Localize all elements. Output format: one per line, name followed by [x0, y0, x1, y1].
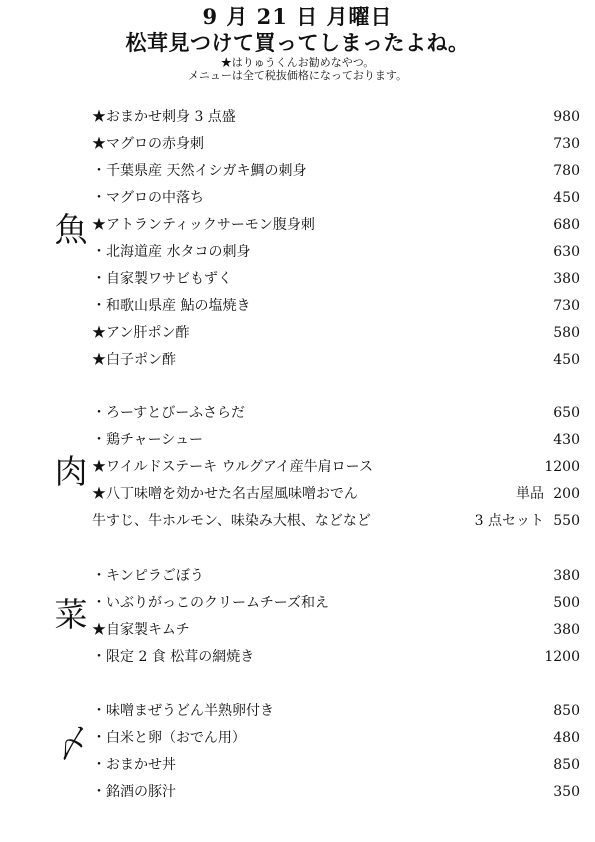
- menu-item: [92, 779, 580, 805]
- menu-item: [92, 212, 580, 238]
- menu-item: [92, 104, 580, 130]
- item-name: ・おまかせ丼: [92, 757, 176, 773]
- item-name: ★白子ポン酢: [92, 352, 176, 368]
- item-price: 480: [553, 730, 580, 746]
- item-name: ★アン肝ポン酢: [92, 325, 190, 341]
- item-price: 850: [553, 703, 580, 719]
- menu-item: [92, 185, 580, 211]
- item-price: 680: [553, 217, 580, 233]
- meat-section-label: 肉: [54, 452, 88, 491]
- item-price: 380: [553, 271, 580, 287]
- item-name: ・マグロの中落ち: [92, 190, 204, 206]
- item-name: ・白米と卵（おでん用）: [92, 730, 246, 746]
- item-name: ★アトランティックサーモン腹身刺: [92, 217, 315, 233]
- item-price: 550: [553, 513, 580, 529]
- item-price: 1200: [544, 459, 580, 475]
- item-name: ・ろーすとびーふさらだ: [92, 405, 246, 421]
- item-name: ・銘酒の豚汁: [92, 784, 176, 800]
- menu-item: [92, 400, 580, 426]
- vegetable-section-label: 菜: [54, 595, 88, 634]
- item-price: 450: [553, 352, 580, 368]
- item-price: 450: [553, 190, 580, 206]
- menu-item: [92, 131, 580, 157]
- date-line: 9 月 21 日 月曜日: [202, 4, 393, 29]
- item-price: 980: [553, 109, 580, 125]
- menu-item: [92, 698, 580, 724]
- item-price: 580: [553, 325, 580, 341]
- menu-item: [92, 644, 580, 670]
- item-name: ・キンピラごぼう: [92, 568, 204, 584]
- item-price: 500: [553, 595, 580, 611]
- item-price: 430: [553, 432, 580, 448]
- menu-item: [92, 481, 580, 507]
- menu-item: [92, 158, 580, 184]
- menu-item: [92, 320, 580, 346]
- menu-item: [92, 239, 580, 265]
- item-price: 200: [553, 486, 580, 502]
- item-note: 3 点セット: [474, 513, 544, 529]
- menu-item: [92, 454, 580, 480]
- menu-header: [0, 4, 595, 82]
- menu-item: [92, 347, 580, 373]
- item-name: ・いぶりがっこのクリームチーズ和え: [92, 595, 330, 611]
- item-name: ・北海道産 水タコの刺身: [92, 244, 251, 260]
- item-name: ・千葉県産 天然イシガキ鯛の刺身: [92, 163, 307, 179]
- item-name: ★八丁味噌を効かせた名古屋風味噌おでん: [92, 486, 358, 502]
- item-name: 牛すじ、牛ホルモン、味染み大根、などなど: [92, 513, 371, 529]
- item-price: 1200: [544, 649, 580, 665]
- menu-item: [92, 725, 580, 751]
- menu-item: [92, 617, 580, 643]
- menu-item: [92, 427, 580, 453]
- item-price: 850: [553, 757, 580, 773]
- item-name: ★自家製キムチ: [92, 622, 190, 638]
- recommendation-note: ★はりゅうくんお勧めなやつ。: [220, 56, 375, 69]
- menu-item: [92, 293, 580, 319]
- menu-item: [92, 266, 580, 292]
- tax-note: メニューは全て税抜価格になっております。: [187, 69, 408, 82]
- menu-item: [92, 752, 580, 778]
- headline: 松茸見つけて買ってしまったよね。: [125, 30, 470, 55]
- item-name: ・味噌まぜうどん半熟卵付き: [92, 703, 274, 719]
- item-note: 単品: [516, 486, 544, 502]
- item-name: ・鶏チャーシュー: [92, 432, 204, 448]
- shime-section-label: 〆: [50, 723, 91, 768]
- item-price: 730: [553, 136, 580, 152]
- item-name: ★おまかせ刺身 3 点盛: [92, 109, 236, 125]
- item-price: 380: [553, 568, 580, 584]
- item-price: 780: [553, 163, 580, 179]
- item-price: 730: [553, 298, 580, 314]
- item-name: ・自家製ワサビもずく: [92, 271, 232, 287]
- item-name: ・限定 2 食 松茸の網焼き: [92, 649, 255, 665]
- menu-item: [92, 590, 580, 616]
- item-price: 350: [553, 784, 580, 800]
- item-name: ★ワイルドステーキ ウルグアイ産牛肩ロース: [92, 459, 373, 475]
- fish-section-label: 魚: [54, 210, 88, 249]
- item-price: 380: [553, 622, 580, 638]
- item-name: ★マグロの赤身刺: [92, 136, 204, 152]
- item-price: 630: [553, 244, 580, 260]
- item-price: 650: [553, 405, 580, 421]
- menu-item: [92, 563, 580, 589]
- menu-item: [92, 508, 580, 534]
- item-name: ・和歌山県産 鮎の塩焼き: [92, 298, 251, 314]
